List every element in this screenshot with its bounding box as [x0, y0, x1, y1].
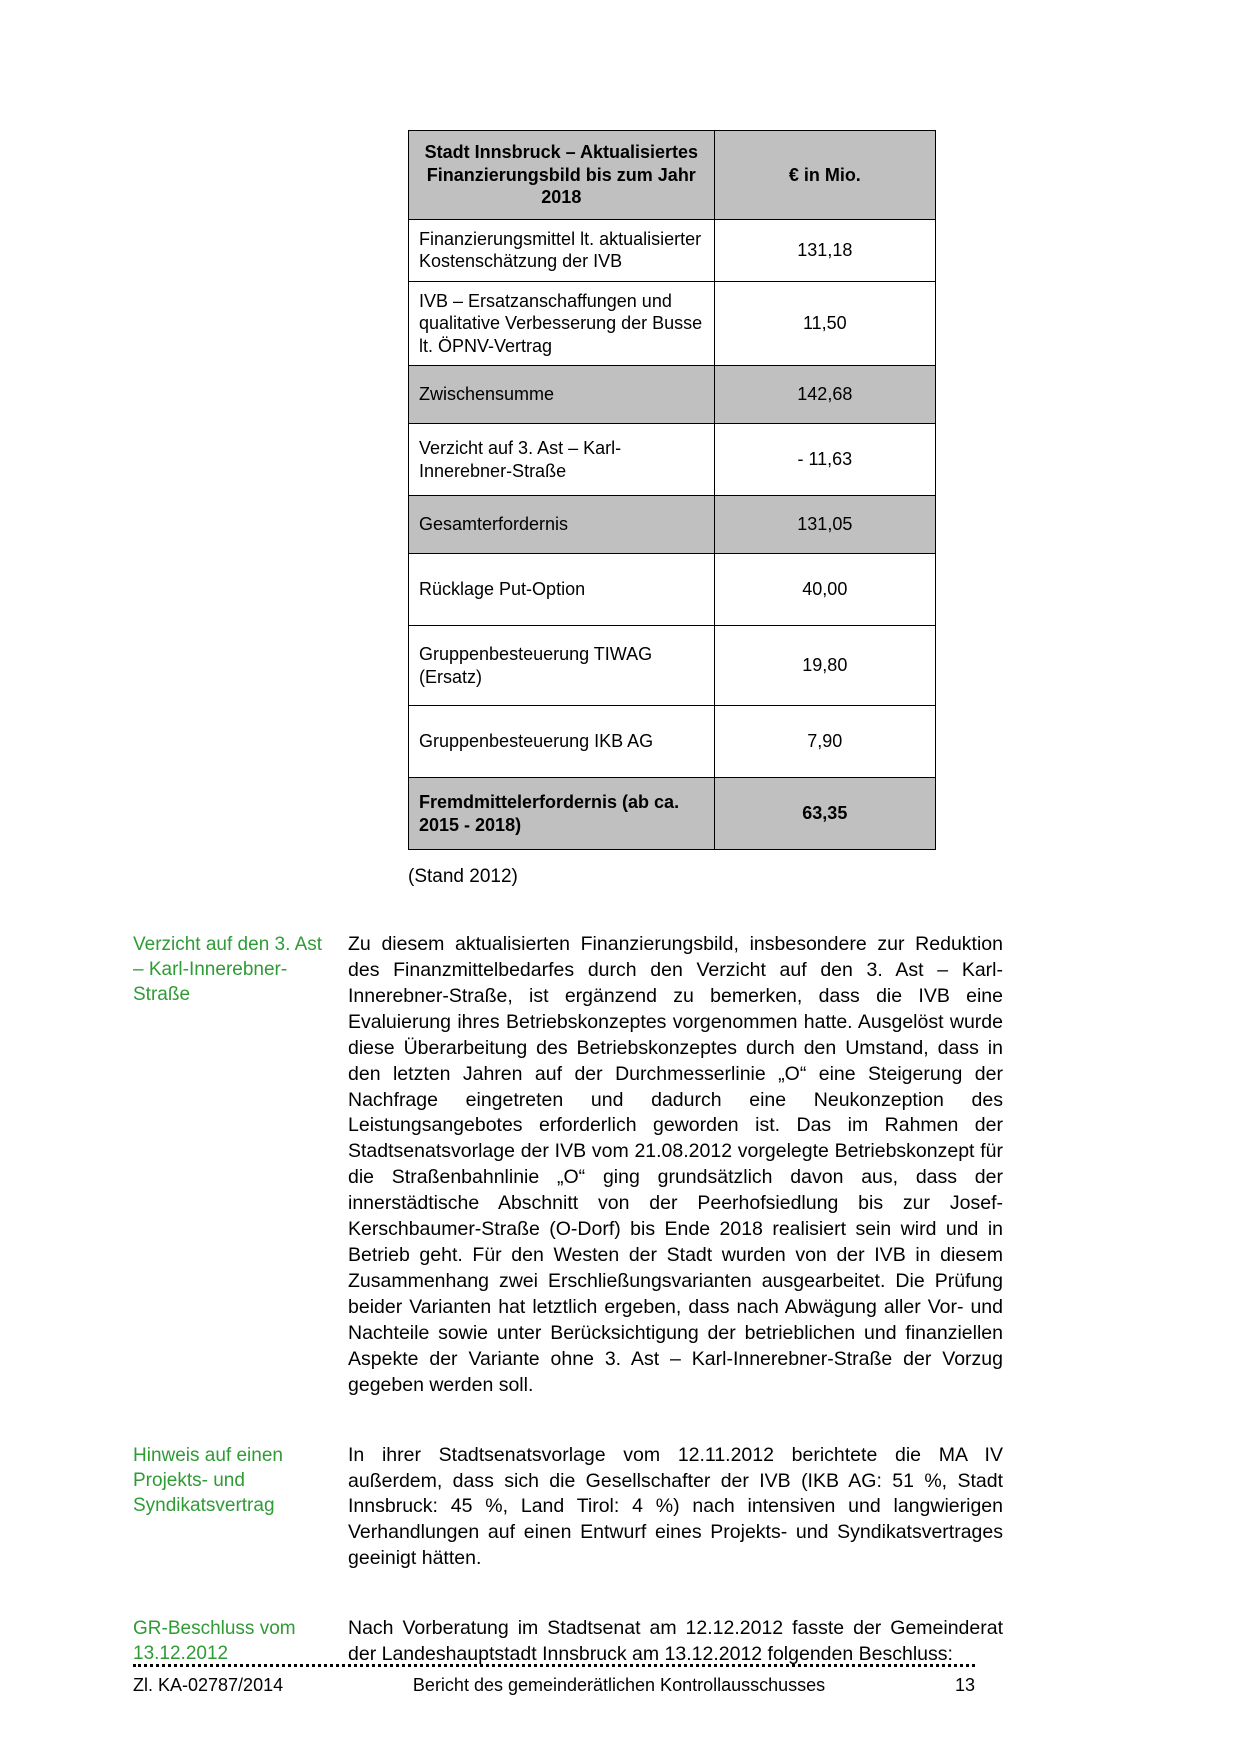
section-gr-beschluss — [133, 1616, 1003, 1668]
section-hinweis — [133, 1443, 1003, 1573]
page-footer — [133, 1664, 975, 1696]
margin-note: Hinweis auf einen Projekts- und Syndikatsvertrag — [133, 1444, 283, 1516]
page-content — [133, 130, 1003, 1668]
paragraph: Zu diesem aktualisierten Finanzierungsbild, insbesondere zur Reduktion des Finanzmittelbedarfes durch den Verzicht auf den 3. Ast – Karl-Innerebner-Straße, ist ergänzend zu bemerken, dass die IVB eine Evaluierung ihres Betriebskonzeptes vorgenommen hatte. Ausgelöst wurde diese Überarbeitung des Betriebskonzeptes durch den Umstand, dass in den letzten Jahren auf der Durchmesserlinie „O“ eine Steigerung der Nachfrage eingetreten und dadurch eine Neukonzeption des Leistungsangebotes erforderlich geworden ist. Das im Rahmen der Stadtsenatsvorlage der IVB vom 21.08.2012 vorgelegte Betriebskonzept für die Straßenbahnlinie „O“ ging grundsätzlich davon aus, dass der innerstädtische Abschnitt von der Peerhofsiedlung bis zur Josef-Kerschbaumer-Straße (O-Dorf) bis Ende 2018 realisiert sein wird und in Betrieb geht. Für den Westen der Stadt wurden von der IVB in diesem Zusammenhang zwei Erschließungsvarianten ausgearbeitet. Die Prüfung beider Varianten hat letztlich ergeben, dass nach Abwägung aller Vor- und Nachteile sowie unter Berücksichtigung der betrieblichen und finanziellen Aspekte der Variante ohne 3. Ast – Karl-Innerebner-Straße der Vorzug gegeben werden soll. — [348, 933, 1003, 1396]
paragraph: In ihrer Stadtsenatsvorlage vom 12.11.2012 berichtete die MA IV außerdem, dass sich die Gesellschafter der IVB (IKB AG: 51 %, Stadt Innsbruck: 45 %, Land Tirol: 4 %) nach intensiven und langwierigen Verhandlungen auf einen Entwurf eines Projekts- und Syndikatsvertrages geeinigt hätten. — [348, 1443, 1003, 1570]
table-row: Gruppenbesteuerung IKB AG 7,90 — [409, 706, 936, 778]
table-row: Finanzierungsmittel lt. aktualisierter Kostenschätzung der IVB 131,18 — [409, 219, 936, 281]
paragraph: Nach Vorberatung im Stadtsenat am 12.12.2012 fasste der Gemeinderat der Landeshauptstadt Innsbruck am 13.12.2012 folgenden Beschluss: — [348, 1617, 1003, 1666]
stand-note: (Stand 2012) — [408, 866, 518, 887]
dotted-separator — [133, 1664, 975, 1667]
table-row: Gruppenbesteuerung TIWAG (Ersatz) 19,80 — [409, 626, 936, 706]
table-row: Zwischensumme 142,68 — [409, 366, 936, 424]
financing-table-container — [408, 130, 936, 850]
table-row-total: Fremdmittelerfordernis (ab ca. 2015 - 2018) 63,35 — [409, 778, 936, 850]
table-header-title: Stadt Innsbruck – Aktualisiertes Finanzierungsbild bis zum Jahr 2018 — [409, 131, 715, 220]
section-verzicht — [133, 932, 1003, 1399]
table-header — [409, 131, 936, 220]
table-header-unit: € in Mio. — [714, 131, 935, 220]
financing-table — [408, 130, 936, 850]
table-row: Gesamterfordernis 131,05 — [409, 496, 936, 554]
margin-note: GR-Beschluss vom 13.12.2012 — [133, 1618, 296, 1665]
margin-note: Verzicht auf den 3. Ast – Karl-Innerebner-Straße — [133, 934, 323, 1006]
table-row: IVB – Ersatzanschaffungen und qualitative Verbesserung der Busse lt. ÖPNV-Vertrag 11,50 — [409, 281, 936, 366]
footer-ref-number: Zl. KA-02787/2014 — [133, 1675, 284, 1695]
table-row: Rücklage Put-Option 40,00 — [409, 554, 936, 626]
footer-page-number: 13 — [954, 1675, 975, 1695]
table-row: Verzicht auf 3. Ast – Karl-Innerebner-Straße - 11,63 — [409, 424, 936, 496]
footer-title: Bericht des gemeinderätlichen Kontrollausschusses — [412, 1675, 826, 1695]
